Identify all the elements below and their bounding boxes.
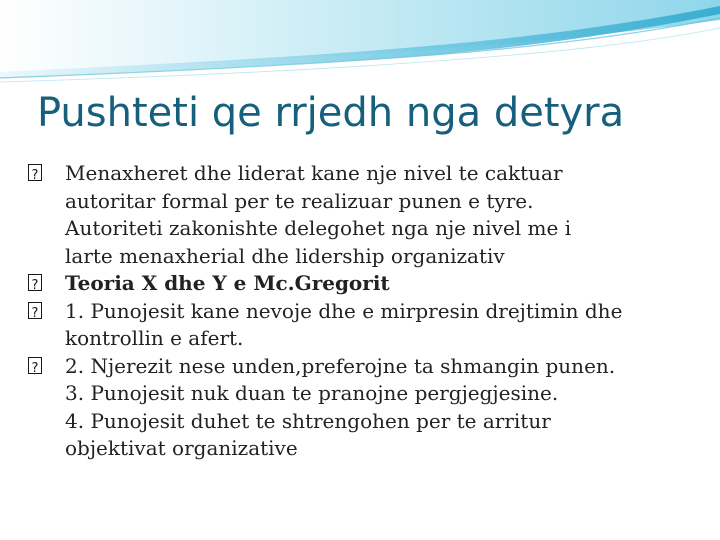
text-line: 4. Punojesit duhet te shtrengohen per te arritur xyxy=(65,408,551,433)
text-line: Menaxheret dhe liderat kane nje nivel te caktuar xyxy=(65,161,563,185)
text-line: objektivat organizative xyxy=(65,436,298,460)
text-line: larte menaxherial dhe lidership organizativ xyxy=(65,243,505,268)
text-line: autoritar formal per te realizuar punen e tyre. xyxy=(65,188,534,213)
missing-glyph-bullet-icon xyxy=(28,164,42,181)
paragraph-point-1 xyxy=(28,298,708,353)
slide-body xyxy=(28,160,708,463)
paragraph-authority xyxy=(28,160,708,270)
paragraph-theory-heading xyxy=(28,270,708,298)
text-line: 2. Njerezit nese unden,preferojne ta shmangin punen. xyxy=(65,353,616,378)
text-line: 1. Punojesit kane nevoje dhe e mirpresin drejtimin dhe xyxy=(65,298,623,323)
missing-glyph-bullet-icon xyxy=(28,302,42,319)
text-line: Autoriteti zakonishte delegohet nga nje nivel me i xyxy=(65,216,572,240)
missing-glyph-bullet-icon xyxy=(28,274,42,291)
text-line: 3. Punojesit nuk duan te pranojne pergjegjesine. xyxy=(65,381,559,405)
text-line: Teoria X dhe Y e Mc.Gregorit xyxy=(65,271,390,295)
text-line: kontrollin e afert. xyxy=(65,326,244,350)
paragraph-points-2-4 xyxy=(28,353,708,463)
slide-title: Pushteti qe rrjedh nga detyra xyxy=(37,90,625,136)
missing-glyph-bullet-icon xyxy=(28,357,42,374)
header-wave-decoration xyxy=(0,0,720,90)
